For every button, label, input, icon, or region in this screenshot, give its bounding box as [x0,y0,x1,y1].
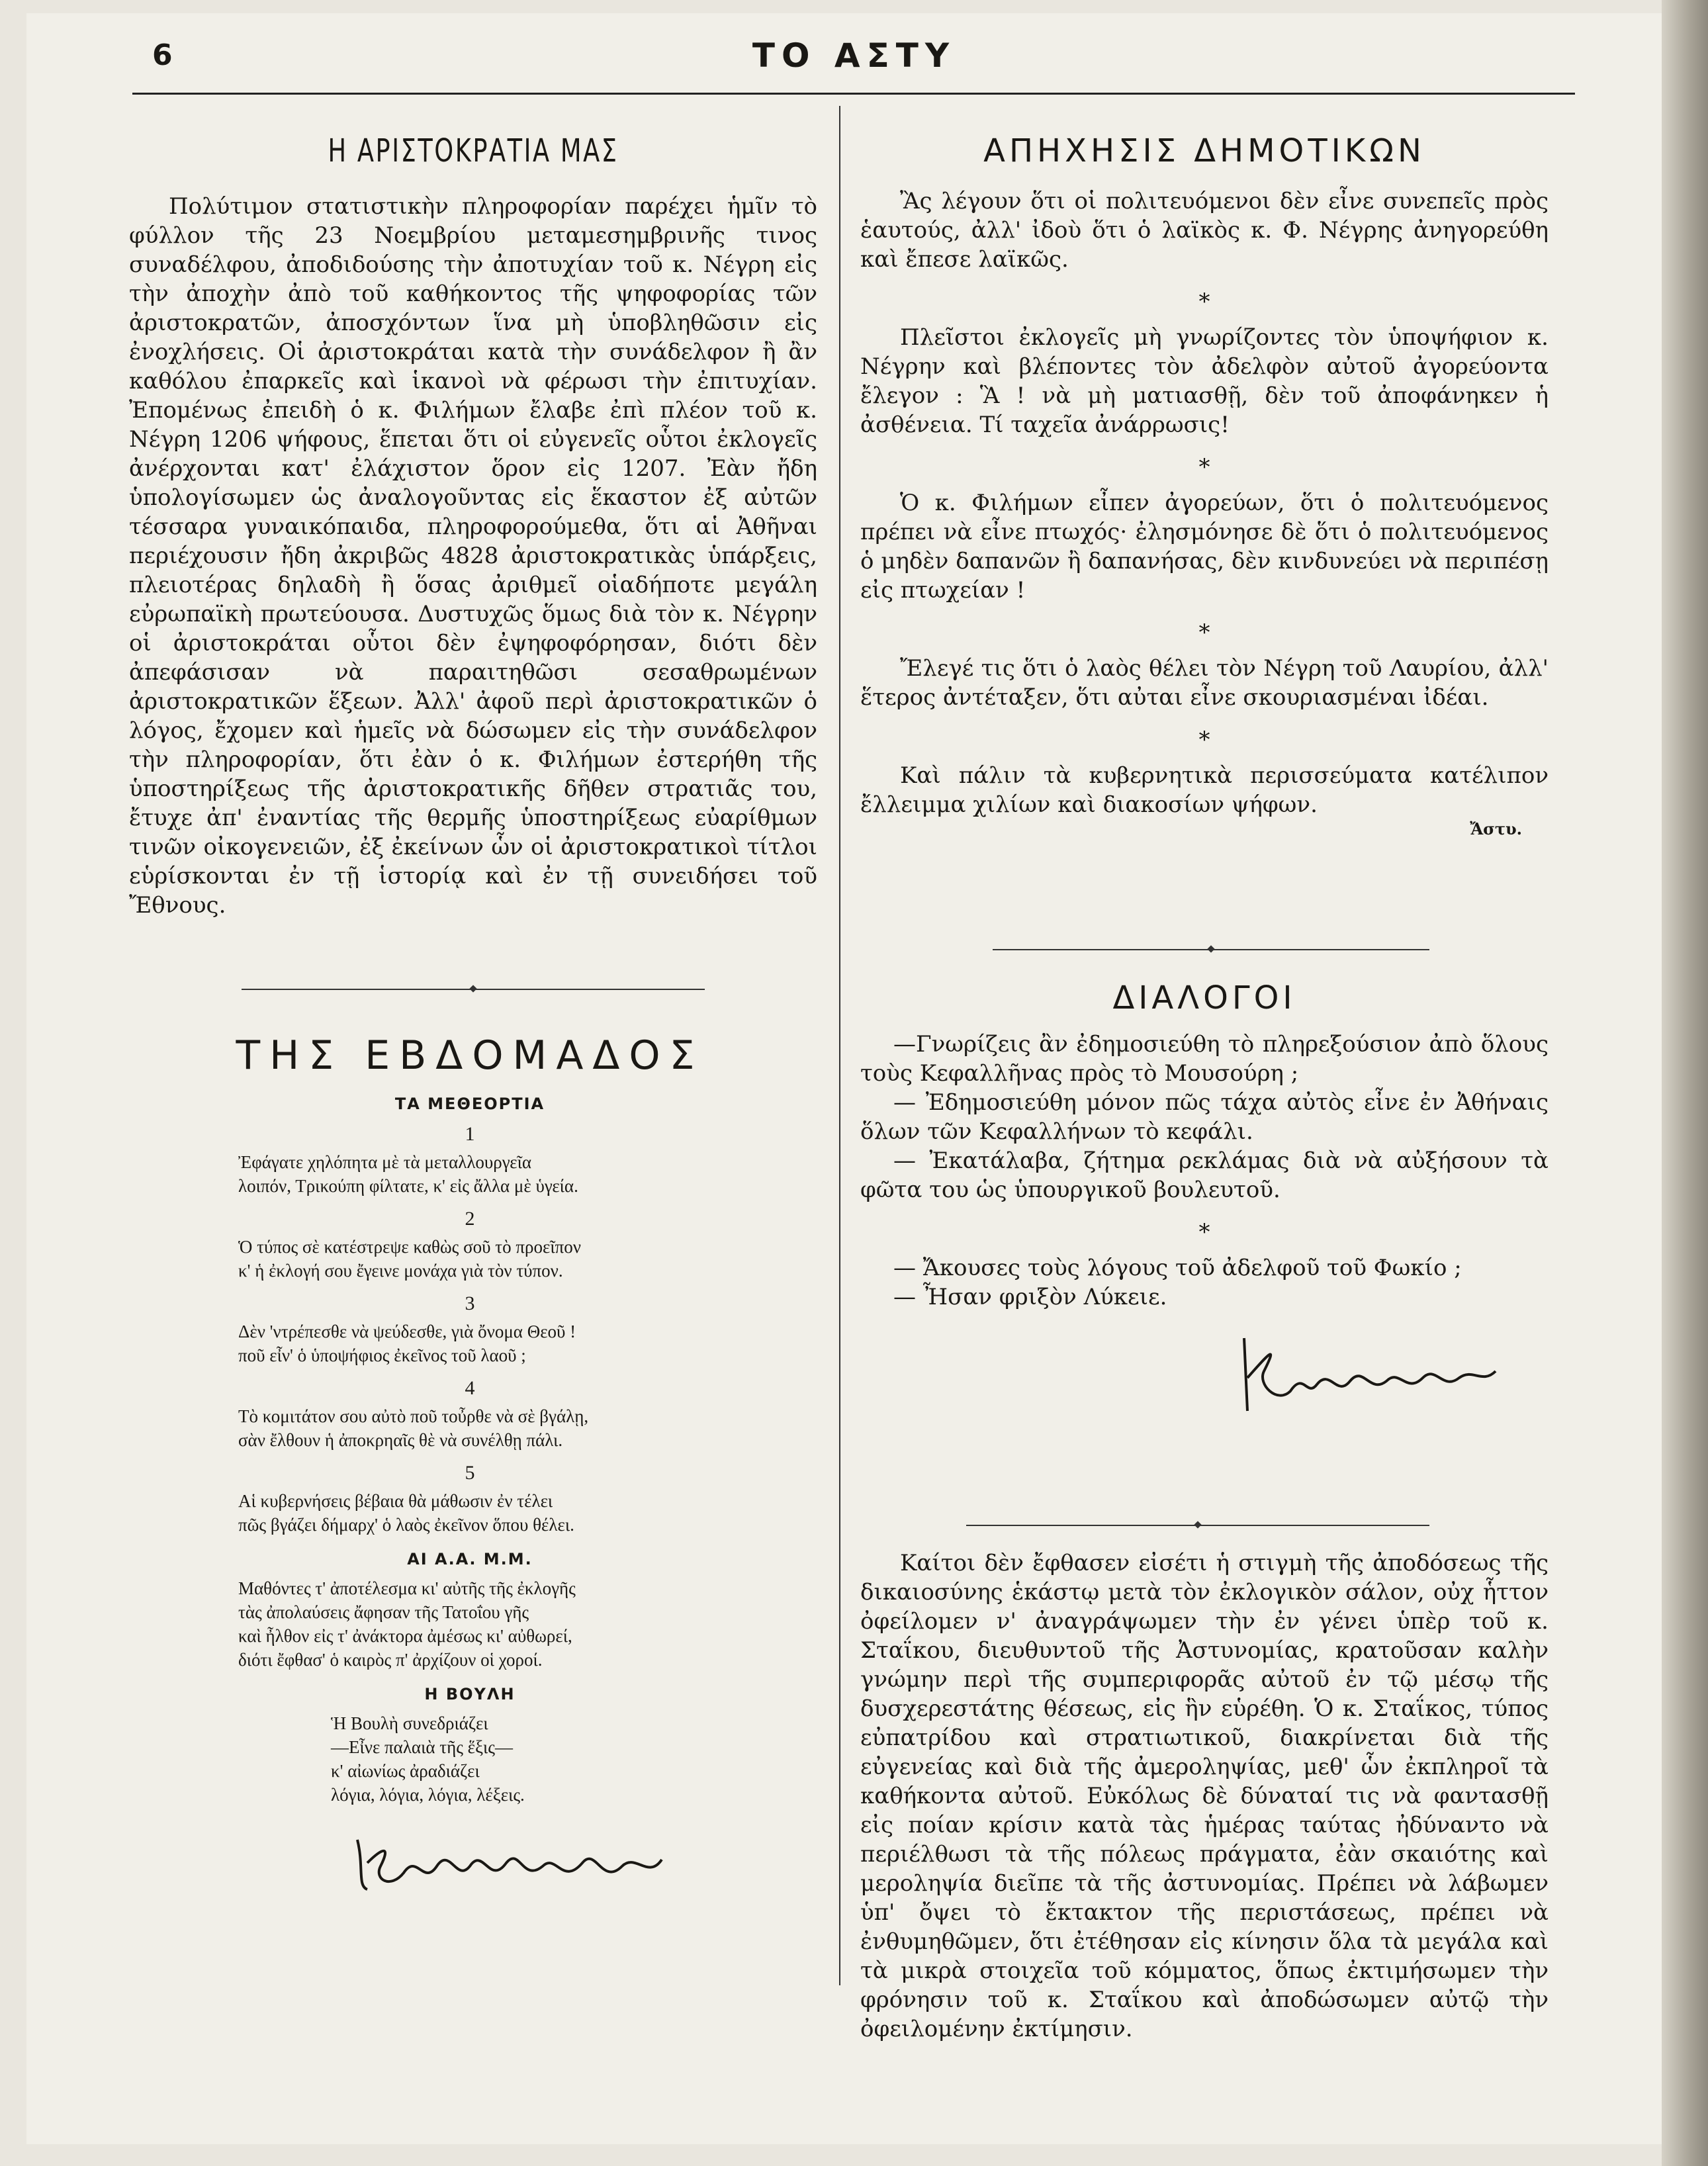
echoes-signoff: Ἄστυ. [1470,819,1522,838]
separator-star: * [1198,619,1210,646]
echo-para: Πλεῖστοι ἐκλογεῖς μὴ γνωρίζοντες τὸν ὑποψήφιον κ. Νέγρην καὶ βλέποντες τὸν ἀδελφὸν αὐτοῦ ἀγορεύοντα ἔλεγον : Ἃ ! νὰ μὴ ματιασθῇ, δὲν τοῦ ἀποφάνηκεν ἡ ἀσθένεια. Τί ταχεῖα ἀνάρρωσις! [860,324,1549,438]
am-title: ΑΙ Α.Α. Μ.Μ. [407,1550,533,1568]
vouli-line: Ἡ Βουλὴ συνεδριάζει [331,1713,488,1733]
closing-body: Καίτοι δὲν ἔφθασεν εἰσέτι ἡ στιγμὴ τῆς ἀποδόσεως τῆς δικαιοσύνης ἑκάστῳ μετὰ τὸν ἐκλογικὸν σάλον, οὐχ ἧττον ὀφείλομεν ν' ἀναγράψωμεν τὴν ἐν γένει ὑπὲρ τοῦ κ. Σταΐκου, διευθυντοῦ τῆς Ἀστυνομίας, κρατοῦσαν καλὴν γνώμην περὶ τῆς συμπεριφορᾶς αὐτοῦ ἐν τῷ μέσῳ τῆς δυσχερεστάτης θέσεως, εἰς ἣν εὑρέθη. Ὁ κ. Σταΐκος, τύπος εὐπατρίδου καὶ στρατιωτικοῦ, διακρίνεται διὰ τῆς εὐγενείας καὶ διὰ τῆς ἀμεροληψίας, μεθ' ὧν ἐκπληροῖ τὰ καθήκοντα αὐτοῦ. Εὐκόλως δὲ δύναταί τις νὰ φαντασθῇ εἰς ποίαν κρίσιν κατὰ τὰς ἡμέρας ταύτας ἠδύναντο νὰ περιέλθωσι τὰ τῆς πόλεως πράγματα, ἐὰν σκαιότης καὶ μεροληψία διεῖπε τὰ τῆς ἀστυνομίας. Πρέπει νὰ λάβωμεν ὑπ' ὄψει τὸ ἔκτακτον τῆς περιστάσεως, πρέπει νὰ ἐνθυμηθῶμεν, ὅτι ἐτέθησαν εἰς κίνησιν ὅλα τὰ μεγάλα καὶ τὰ μικρὰ στοιχεῖα τοῦ κόμματος, ὅπως ἐκτιμήσωμεν τὴν φρόνησιν τοῦ κ. Σταΐκου καὶ ἀποδώσωμεν αὐτῷ τὴν ὀφειλομένην ἐκτίμησιν. [860,1550,1549,2042]
separator-star: * [1198,727,1210,753]
column-divider [839,106,840,1985]
echo-para: Καὶ πάλιν τὰ κυβερνητικὰ περισσεύματα κατέλιπον ἔλλειμμα χιλίων καὶ διακοσίων ψήφων. [860,762,1549,818]
echoes-title: ΑΠΗΧΗΣΙΣ ΔΗΜΟΤΙΚΩΝ [983,132,1425,169]
stanza-line: ποῦ εἶν' ὁ ὑποψήφιος ἐκεῖνος τοῦ λαοῦ ; [238,1345,526,1365]
signature-icon [344,1827,675,1899]
header-rule [132,93,1575,95]
stanza-line: Ἐφάγατε χηλόπητα μὲ τὰ μεταλλουργεῖα [238,1152,531,1172]
section-divider [966,1522,1429,1529]
stanza [199,1376,741,1452]
left-column [129,132,817,920]
dialogues-title: ΔΙΑΛΟΓΟΙ [1112,979,1296,1016]
echo-para: Ἂς λέγουν ὅτι οἱ πολιτευόμενοι δὲν εἶνε συνεπεῖς πρὸς ἑαυτούς, ἀλλ' ἰδοὺ ὅτι ὁ λαϊκὸς κ. Φ. Νέγρης ἀνηγορεύθη καὶ ἔπεσε λαϊκῶς. [860,188,1549,273]
separator-star: * [1198,454,1210,480]
stanza-number: 4 [465,1377,475,1399]
vouli-title: Η ΒΟΥΛΗ [424,1685,516,1703]
separator-star: * [1198,289,1210,315]
signature-icon [1231,1331,1509,1418]
stanza-line: πῶς βγάζει δήμαρχ' ὁ λαὸς ἐκεῖνον ὅπου θέλει. [238,1515,574,1535]
stanza-line: Ὁ τύπος σὲ κατέστρεψε καθὼς σοῦ τὸ προεῖπον [238,1237,581,1257]
stanza [199,1207,741,1283]
dialogue-line: — Ἐδημοσιεύθη μόνον πῶς τάχα αὐτὸς εἶνε ἐν Ἀθήναις ὅλων τῶν Κεφαλλήνων τὸ κεφάλι. [860,1089,1549,1145]
week-subtitle: ΤΑ ΜΕΘΕΟΡΤΙΑ [394,1095,545,1113]
week-section [199,1032,741,1899]
am-line: τὰς ἀπολαύσεις ἄφησαν τῆς Τατοΐου γῆς [238,1602,529,1622]
am-line: καὶ ἦλθον εἰς τ' ἀνάκτορα ἀμέσως κι' αὐθωρεί, [238,1626,572,1646]
dialogues-section [860,979,1549,1418]
stanza [199,1122,741,1198]
stanza [199,1292,741,1367]
vouli-line: λόγια, λόγια, λόγια, λέξεις. [331,1785,525,1805]
stanza [199,1461,741,1537]
masthead: ΤΟ ΑΣΤΥ [752,36,956,75]
right-column [860,132,1549,838]
dialogue-line: — Ἐκατάλαβα, ζήτημα ρεκλάμας διὰ νὰ αὐξήσουν τὰ φῶτα του ὡς ὑπουργικοῦ βουλευτοῦ. [860,1148,1549,1203]
stanza-number: 3 [465,1292,475,1314]
book-spine-shadow [1662,0,1708,2166]
stanza-number: 1 [465,1123,475,1145]
dialogue-line: —Γνωρίζεις ἂν ἐδημοσιεύθη τὸ πληρεξούσιον ἀπὸ ὅλους τοὺς Κεφαλλῆνας πρὸς τὸ Μουσούρη ; [860,1031,1549,1087]
stanza-number: 2 [465,1208,475,1230]
stanza-line: σὰν ἔλθουν ἡ ἀποκρηαῖς θὲ νὰ συνέλθῃ πάλι. [238,1430,563,1450]
stanza-line: Αἱ κυβερνήσεις βέβαια θὰ μάθωσιν ἐν τέλει [238,1491,553,1511]
handwritten-signature [344,1827,675,1899]
dialogue-line: — Ἦσαν φριξὸν Λύκειε. [893,1284,1167,1310]
article-body-aristocracy: Πολύτιμον στατιστικὴν πληροφορίαν παρέχει ἡμῖν τὸ φύλλον τῆς 23 Νοεμβρίου μεταμεσημβρινῆς τινος συναδέλφου, ἀποδιδούσης τὴν ἀποτυχίαν τοῦ κ. Νέγρη εἰς τὴν ἀποχὴν ἀπὸ τοῦ καθήκοντος τῆς ψηφοφορίας τῶν ἀριστοκρατῶν, ἀποσχόντων ἵνα μὴ ὑποβληθῶσιν εἰς ἐνοχλήσεις. Οἱ ἀριστοκράται κατὰ τὴν συνάδελφον ἢ ἂν καθόλου ἐπαρκεῖς καὶ ἱκανοὶ νὰ φέρωσι τὴν ἐπιτυχίαν. Ἐπομένως ἐπειδὴ ὁ κ. Φιλήμων ἔλαβε ἐπὶ πλέον τοῦ κ. Νέγρη 1206 ψήφους, ἕπεται ὅτι οἱ εὐγενεῖς οὗτοι ἐκλογεῖς ἀνέρχονται κατ' ἐλάχιστον ὅρον εἰς 1207. Ἐὰν ἤδη ὑπολογίσωμεν ὡς ἀναλογοῦντας εἰς ἕκαστον ἐξ αὐτῶν τέσσαρα γυναικόπαιδα, πληροφορούμεθα, ὅτι αἱ Ἀθῆναι περιέχουσιν ἤδη ἀκριβῶς 4828 ἀριστοκρατικὰς ὑπάρξεις, πλειοτέρας δηλαδὴ ἢ ὅσας ἀριθμεῖ οἱαδήποτε μεγάλη εὐρωπαϊκὴ πρωτεύουσα. Δυστυχῶς ὅμως διὰ τὸν κ. Νέγρην οἱ ἀριστοκράται οὗτοι δὲν ἐψηφοφόρησαν, διότι δὲν ἀπεφάσισαν νὰ παραιτηθῶσι σεσαθρωμένων ἀριστοκρατικῶν ἕξεων. Ἀλλ' ἀφοῦ περὶ ἀριστοκρατικῶν ὁ λόγος, ἔχομεν καὶ ἡμεῖς νὰ δώσωμεν εἰς τὴν συνάδελφον τὴν πληροφορίαν, ὅτι ἐὰν ὁ κ. Φιλήμων ἐστερήθη τῆς ὑποστηρίξεως τῆς ἀριστοκρατικῆς δῆθεν στρατιᾶς του, ἔτυχε ἀπ' ἐναντίας τῆς θερμῆς ὑποστηρίξεως εὐαρίθμων τινῶν οἰκογενειῶν, ἐξ ἐκείνων ὧν οἱ ἀριστοκρατικοὶ τίτλοι εὑρίσκονται ἐν τῇ ἱστορίᾳ καὶ ἐν τῇ συνειδήσει τοῦ Ἔθνους. [129,193,817,919]
separator-star: * [1198,1219,1210,1245]
stanza-line: κ' ἡ ἐκλογή σου ἔγεινε μονάχα γιὰ τὸν τύπον. [238,1261,563,1281]
stanza-number: 5 [465,1462,475,1484]
handwritten-signature [1231,1331,1509,1418]
stanza-line: Δὲν 'ντρέπεσθε νὰ ψεύδεσθε, γιὰ ὄνομα Θεοῦ ! [238,1322,576,1341]
stanza-line: Τὸ κομιτάτον σου αὐτὸ ποῦ τοὖρθε νὰ σὲ βγάλῃ, [238,1406,589,1426]
am-line: διότι ἔφθασ' ὁ καιρὸς π' ἀρχίζουν οἱ χοροί. [238,1650,543,1670]
page-number: 6 [152,38,173,72]
dialogue-line: — Ἄκουσες τοὺς λόγους τοῦ ἀδελφοῦ τοῦ Φωκίο ; [893,1255,1462,1281]
stanza-line: λοιπόν, Τρικούπη φίλτατε, κ' εἰς ἄλλα μὲ ὑγεία. [238,1176,578,1196]
am-line: Μαθόντες τ' ἀποτέλεσμα κι' αὐτῆς τῆς ἐκλογῆς [238,1578,576,1598]
week-poems [199,1122,741,1807]
week-title: ΤΗΣ ΕΒΔΟΜΑΔΟΣ [236,1032,704,1079]
vouli-line: κ' αἰωνίως ἀραδιάζει [331,1761,480,1781]
section-divider [242,986,705,993]
article-title-aristocracy: Η ΑΡΙΣΤΟΚΡΑΤΙΑ ΜΑΣ [328,132,619,169]
section-divider [993,946,1429,953]
vouli-line: —Εἶνε παλαιὰ τῆς ἕξις— [331,1737,513,1757]
closing-section [860,1549,1549,2044]
echo-para: Ὁ κ. Φιλήμων εἶπεν ἀγορεύων, ὅτι ὁ πολιτευόμενος πρέπει νὰ εἶνε πτωχός· ἐλησμόνησε δὲ ὅτι ὁ πολιτευόμενος ὁ μηδὲν δαπανῶν ἢ δαπανήσας, δὲν κινδυνεύει νὰ περιπέσῃ εἰς πτωχείαν ! [860,490,1549,604]
echo-para: Ἔλεγέ τις ὅτι ὁ λαὸς θέλει τὸν Νέγρη τοῦ Λαυρίου, ἀλλ' ἕτερος ἀντέταξεν, ὅτι αὐται εἶνε σκουριασμέναι ἰδέαι. [860,655,1549,711]
